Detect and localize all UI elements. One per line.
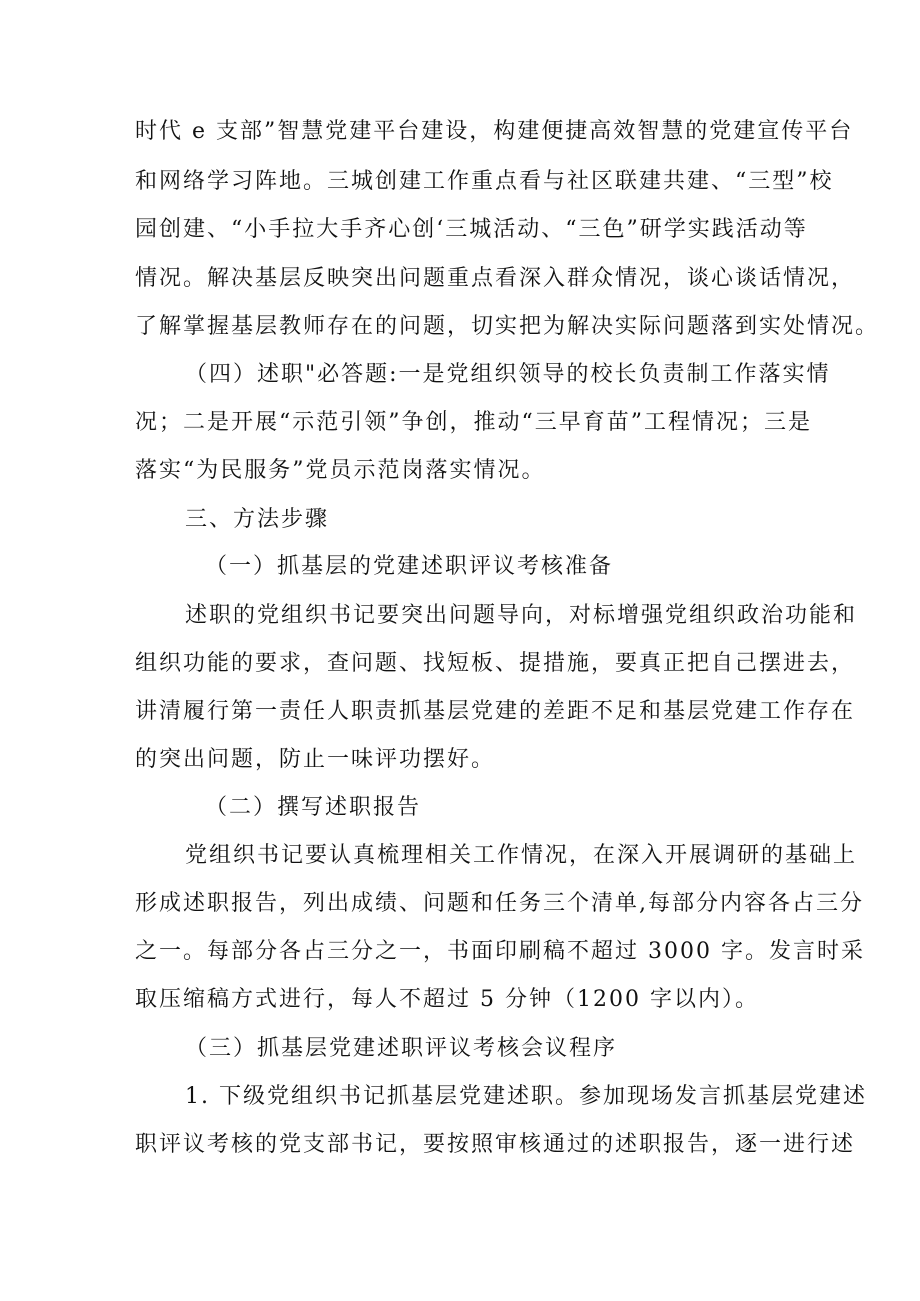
body-line: 园创建、“小手拉大手齐心创‘三城活动、“三色”研学实践活动等 bbox=[135, 217, 808, 242]
section-heading: （四）述职"必答题:一是党组织领导的校长负责制工作落实情 bbox=[185, 362, 831, 387]
body-line: 了解掌握基层教师存在的问题，切实把为解决实际问题落到实处情况。 bbox=[135, 314, 880, 339]
body-line: 落实“为民服务”党员示范岗落实情况。 bbox=[135, 458, 546, 483]
body-line: 之一。每部分各占三分之一，书面印刷稿不超过 3000 字。发言时采 bbox=[135, 939, 865, 964]
body-line: 职评议考核的党支部书记，要按照审核通过的述职报告，逐一进行述 bbox=[135, 1132, 856, 1157]
body-line: 取压缩稿方式进行，每人不超过 5 分钟（1200 字以内）。 bbox=[135, 987, 759, 1012]
subsection-heading: （三）抓基层党建述职评议考核会议程序 bbox=[185, 1036, 618, 1061]
body-line: 和网络学习阵地。三城创建工作重点看与社区联建共建、“三型”校 bbox=[135, 169, 834, 194]
body-line: 时代 e 支部”智慧党建平台建设，构建便捷高效智慧的党建宣传平台 bbox=[135, 119, 854, 144]
paragraph-first-line: 党组织书记要认真梳理相关工作情况，在深入开展调研的基础上 bbox=[185, 843, 858, 868]
section-heading: 三、方法步骤 bbox=[185, 507, 330, 532]
body-line: 情况。解决基层反映突出问题重点看深入群众情况，谈心谈话情况， bbox=[135, 266, 856, 291]
subsection-heading: （二）撰写述职报告 bbox=[205, 795, 422, 820]
subsection-heading: （一）抓基层的党建述职评议考核准备 bbox=[205, 554, 614, 579]
paragraph-first-line: 述职的党组织书记要突出问题导向，对标增强党组织政治功能和 bbox=[185, 603, 858, 628]
body-line: 组织功能的要求，查问题、找短板、提措施，要真正把自己摆进去， bbox=[135, 651, 856, 676]
body-line: 讲清履行第一责任人职责抓基层党建的差距不足和基层党建工作存在 bbox=[135, 699, 856, 724]
body-line: 形成述职报告，列出成绩、问题和任务三个清单,每部分内容各占三分 bbox=[135, 891, 864, 916]
body-line: 况；二是开展“示范引领”争创，推动“三早育苗”工程情况；三是 bbox=[135, 410, 812, 435]
body-line: 的突出问题，防止一味评功摆好。 bbox=[135, 747, 496, 772]
paragraph-first-line: 1. 下级党组织书记抓基层党建述职。参加现场发言抓基层党建述 bbox=[185, 1084, 867, 1109]
